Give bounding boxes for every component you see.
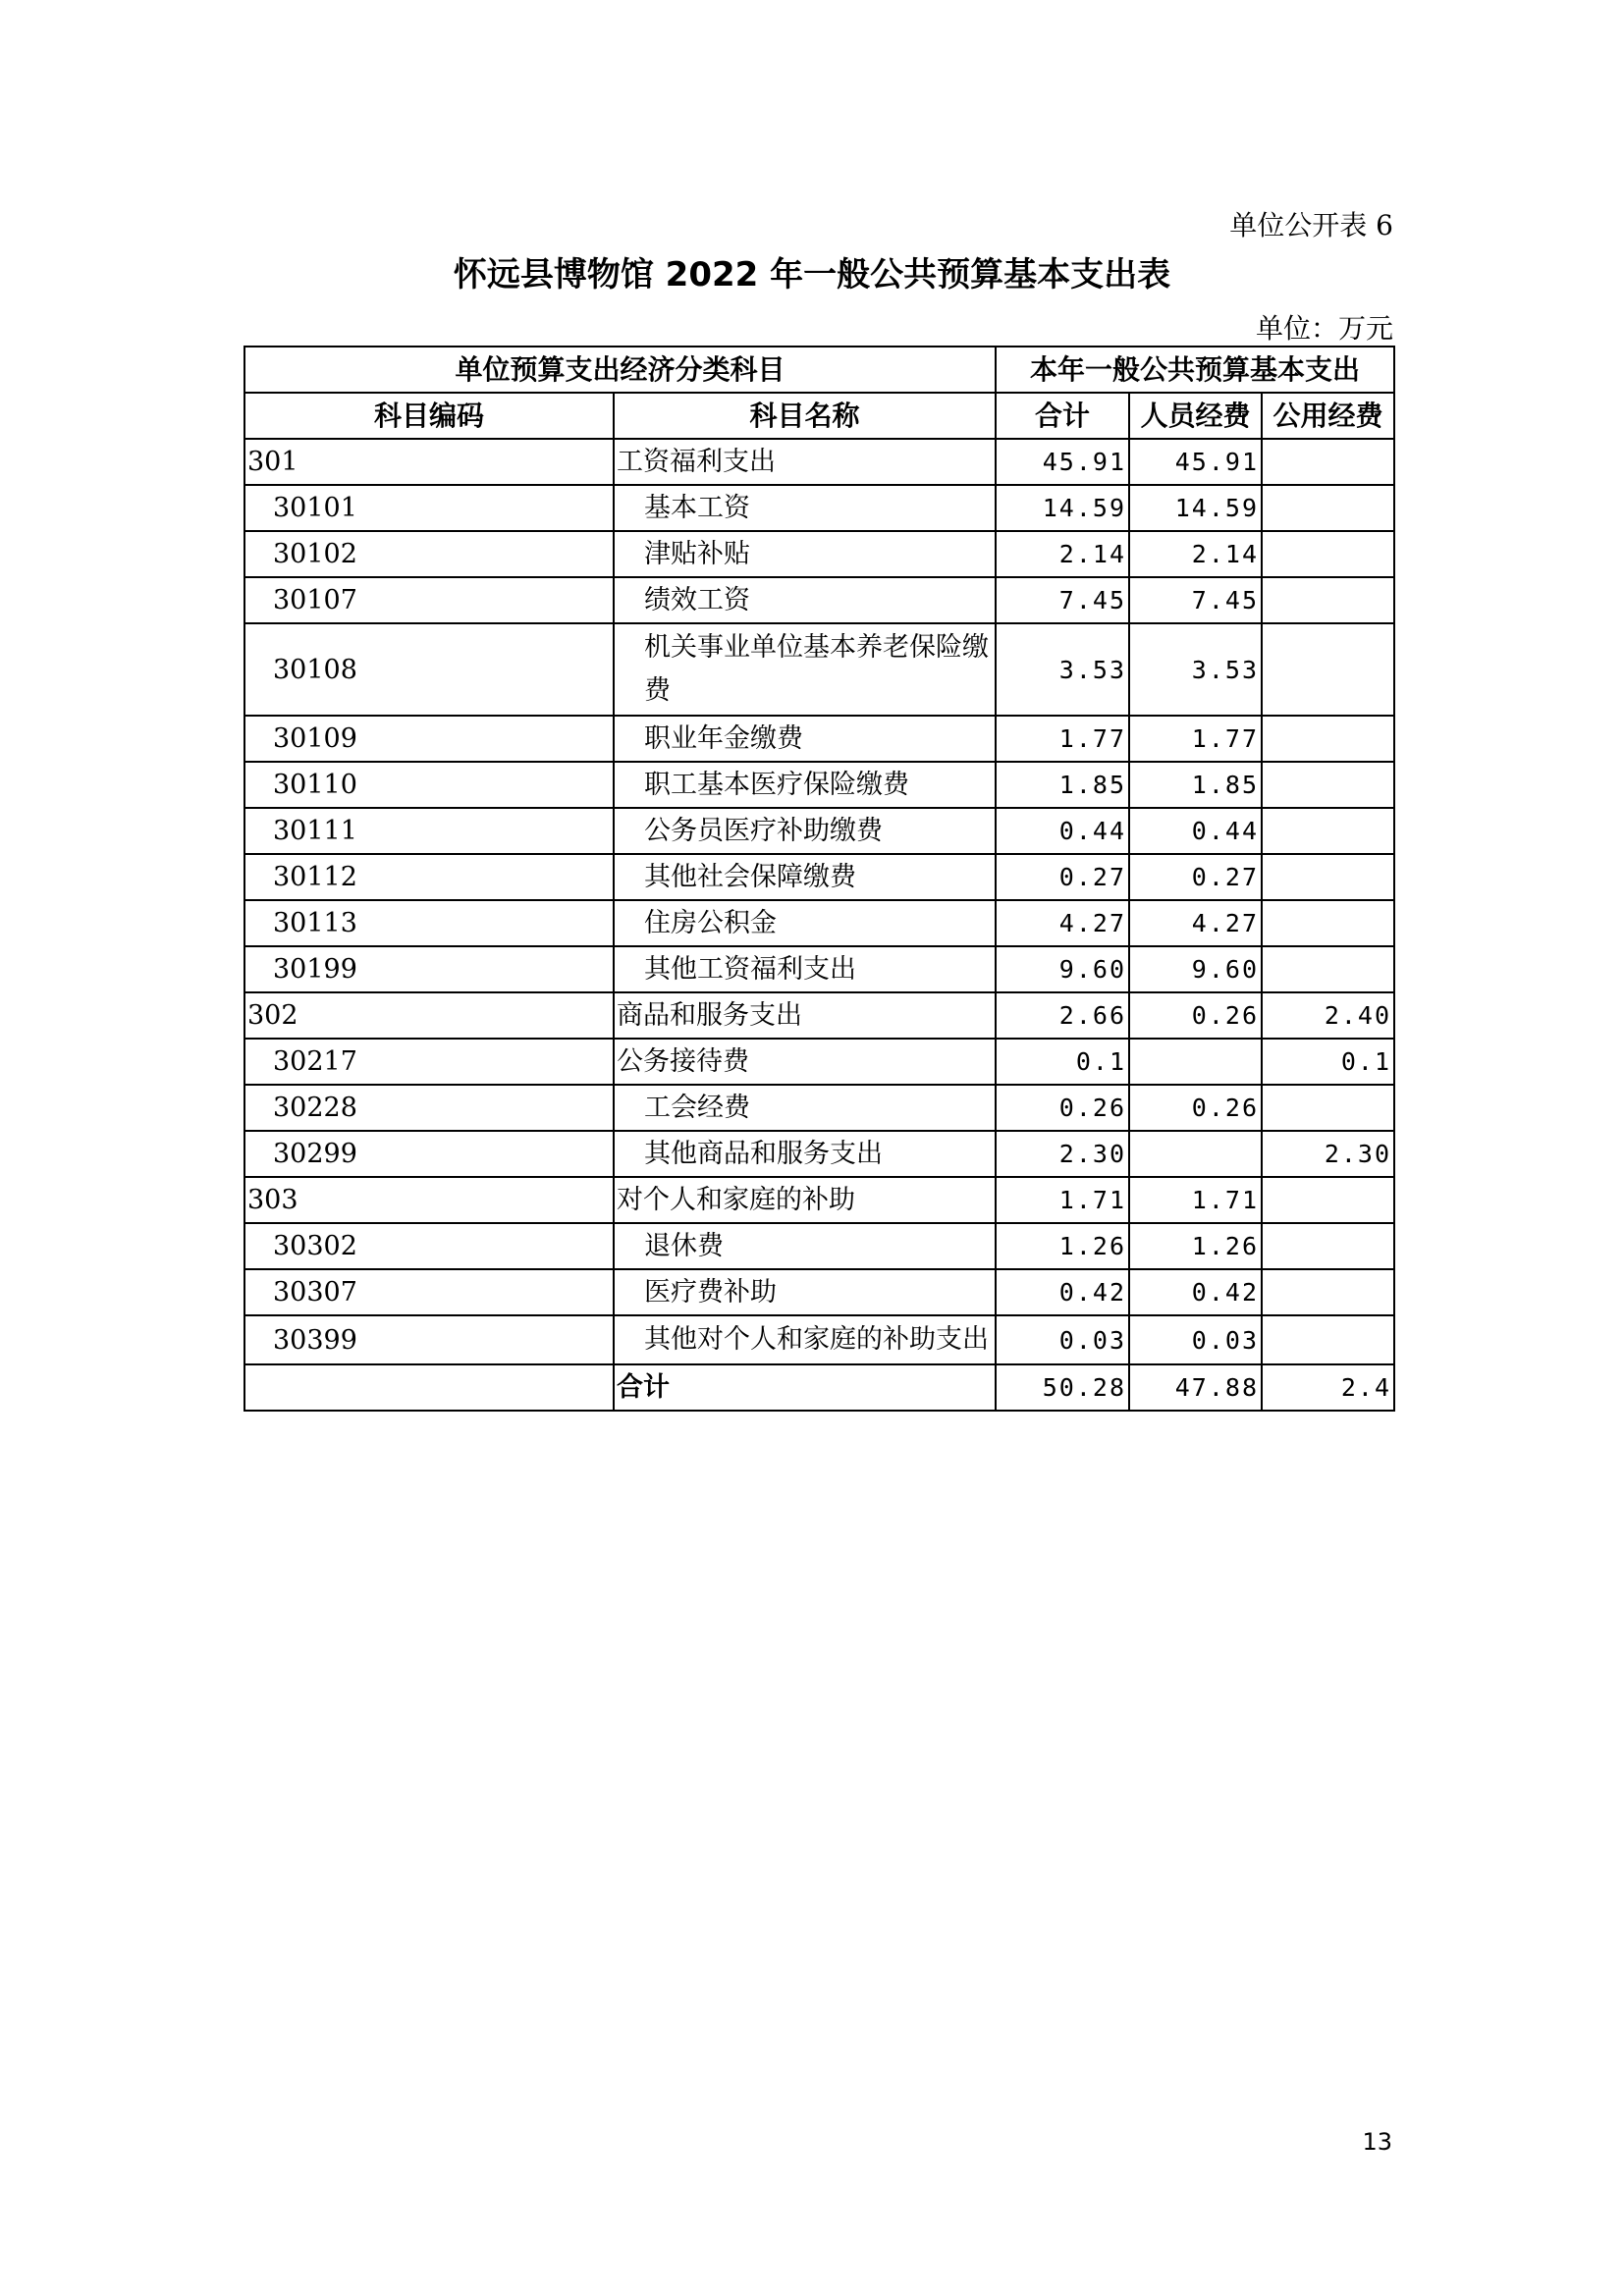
row-total: 7.45 [996,577,1129,623]
row-personnel: 7.45 [1129,577,1262,623]
table-row [244,623,1394,716]
row-code: 30109 [244,716,614,762]
row-personnel: 0.26 [1129,992,1262,1039]
row-name: 津贴补贴 [614,531,996,577]
row-name: 医疗费补助 [614,1269,996,1315]
row-total: 0.44 [996,808,1129,854]
row-name: 基本工资 [614,485,996,531]
row-public [1262,808,1394,854]
row-total: 0.26 [996,1085,1129,1131]
row-public: 2.30 [1262,1131,1394,1177]
table-row [244,762,1394,808]
row-total: 3.53 [996,623,1129,716]
budget-table [244,346,1395,1412]
row-personnel [1129,1039,1262,1085]
column-header-personnel: 人员经费 [1129,393,1262,439]
row-personnel: 2.14 [1129,531,1262,577]
column-header-public: 公用经费 [1262,393,1394,439]
row-public: 0.1 [1262,1039,1394,1085]
row-total: 2.14 [996,531,1129,577]
row-personnel: 1.77 [1129,716,1262,762]
table-label: 单位公开表 6 [1229,209,1393,241]
row-name: 职业年金缴费 [614,716,996,762]
total-row-public: 2.4 [1262,1364,1394,1411]
page-title: 怀远县博物馆 2022 年一般公共预算基本支出表 [453,255,1171,294]
row-name: 职工基本医疗保险缴费 [614,762,996,808]
table-row [244,854,1394,900]
group-header-left: 单位预算支出经济分类科目 [244,347,996,393]
row-total: 1.71 [996,1177,1129,1223]
table-row [244,485,1394,531]
row-total: 0.1 [996,1039,1129,1085]
row-public [1262,1223,1394,1269]
row-personnel: 1.85 [1129,762,1262,808]
table-row [244,1039,1394,1085]
unit-label: 单位：万元 [1255,312,1393,345]
total-row [244,1364,1394,1411]
row-total: 2.66 [996,992,1129,1039]
row-personnel: 45.91 [1129,439,1262,485]
row-personnel: 3.53 [1129,623,1262,716]
row-public [1262,762,1394,808]
row-personnel [1129,1131,1262,1177]
page-number: 13 [1362,2128,1392,2156]
row-total: 1.26 [996,1223,1129,1269]
row-code: 30299 [244,1131,614,1177]
row-public [1262,1177,1394,1223]
row-public [1262,531,1394,577]
row-personnel: 1.71 [1129,1177,1262,1223]
row-personnel: 1.26 [1129,1223,1262,1269]
table-row [244,1131,1394,1177]
row-code: 30111 [244,808,614,854]
row-public [1262,1315,1394,1364]
row-code: 30101 [244,485,614,531]
row-personnel: 9.60 [1129,946,1262,992]
row-public [1262,439,1394,485]
table-row [244,1223,1394,1269]
row-name: 工会经费 [614,1085,996,1131]
row-personnel: 0.27 [1129,854,1262,900]
row-name: 对个人和家庭的补助 [614,1177,996,1223]
row-personnel: 14.59 [1129,485,1262,531]
row-personnel: 4.27 [1129,900,1262,946]
row-name: 其他商品和服务支出 [614,1131,996,1177]
row-total: 0.42 [996,1269,1129,1315]
table-row [244,577,1394,623]
row-public: 2.40 [1262,992,1394,1039]
row-code: 30113 [244,900,614,946]
row-public [1262,1269,1394,1315]
column-header-total: 合计 [996,393,1129,439]
row-name: 公务员医疗补助缴费 [614,808,996,854]
row-code: 30399 [244,1315,614,1364]
group-header-row [244,347,1394,393]
row-name: 其他社会保障缴费 [614,854,996,900]
table-row [244,1315,1394,1364]
row-public [1262,485,1394,531]
row-total: 4.27 [996,900,1129,946]
column-header-row [244,393,1394,439]
row-name: 其他工资福利支出 [614,946,996,992]
row-code: 30110 [244,762,614,808]
table-row [244,1177,1394,1223]
row-personnel: 0.26 [1129,1085,1262,1131]
row-total: 2.30 [996,1131,1129,1177]
row-public [1262,577,1394,623]
table-row [244,900,1394,946]
row-public [1262,900,1394,946]
row-code: 302 [244,992,614,1039]
column-header-code: 科目编码 [244,393,614,439]
row-name: 公务接待费 [614,1039,996,1085]
row-code: 30228 [244,1085,614,1131]
table-row [244,1085,1394,1131]
table-row [244,992,1394,1039]
total-row-code [244,1364,614,1411]
table-row [244,531,1394,577]
row-code: 301 [244,439,614,485]
table-row [244,808,1394,854]
table-row [244,1269,1394,1315]
table-row [244,439,1394,485]
row-code: 30107 [244,577,614,623]
row-code: 30112 [244,854,614,900]
row-code: 30199 [244,946,614,992]
row-total: 0.27 [996,854,1129,900]
row-total: 1.85 [996,762,1129,808]
row-total: 1.77 [996,716,1129,762]
row-code: 30302 [244,1223,614,1269]
row-code: 303 [244,1177,614,1223]
row-personnel: 0.03 [1129,1315,1262,1364]
row-public [1262,946,1394,992]
total-row-total: 50.28 [996,1364,1129,1411]
row-personnel: 0.42 [1129,1269,1262,1315]
row-name: 绩效工资 [614,577,996,623]
group-header-right: 本年一般公共预算基本支出 [996,347,1394,393]
total-row-label: 合计 [614,1364,996,1411]
row-code: 30217 [244,1039,614,1085]
row-name: 住房公积金 [614,900,996,946]
row-total: 0.03 [996,1315,1129,1364]
row-name: 商品和服务支出 [614,992,996,1039]
table-row [244,716,1394,762]
row-name: 其他对个人和家庭的补助支出 [614,1315,996,1364]
row-name: 退休费 [614,1223,996,1269]
row-code: 30307 [244,1269,614,1315]
row-name: 工资福利支出 [614,439,996,485]
row-public [1262,854,1394,900]
row-code: 30108 [244,623,614,716]
column-header-name: 科目名称 [614,393,996,439]
row-public [1262,623,1394,716]
row-public [1262,1085,1394,1131]
row-total: 45.91 [996,439,1129,485]
table-row [244,946,1394,992]
row-code: 30102 [244,531,614,577]
row-personnel: 0.44 [1129,808,1262,854]
row-total: 9.60 [996,946,1129,992]
row-total: 14.59 [996,485,1129,531]
row-name: 机关事业单位基本养老保险缴费 [614,623,996,716]
total-row-personnel: 47.88 [1129,1364,1262,1411]
row-public [1262,716,1394,762]
